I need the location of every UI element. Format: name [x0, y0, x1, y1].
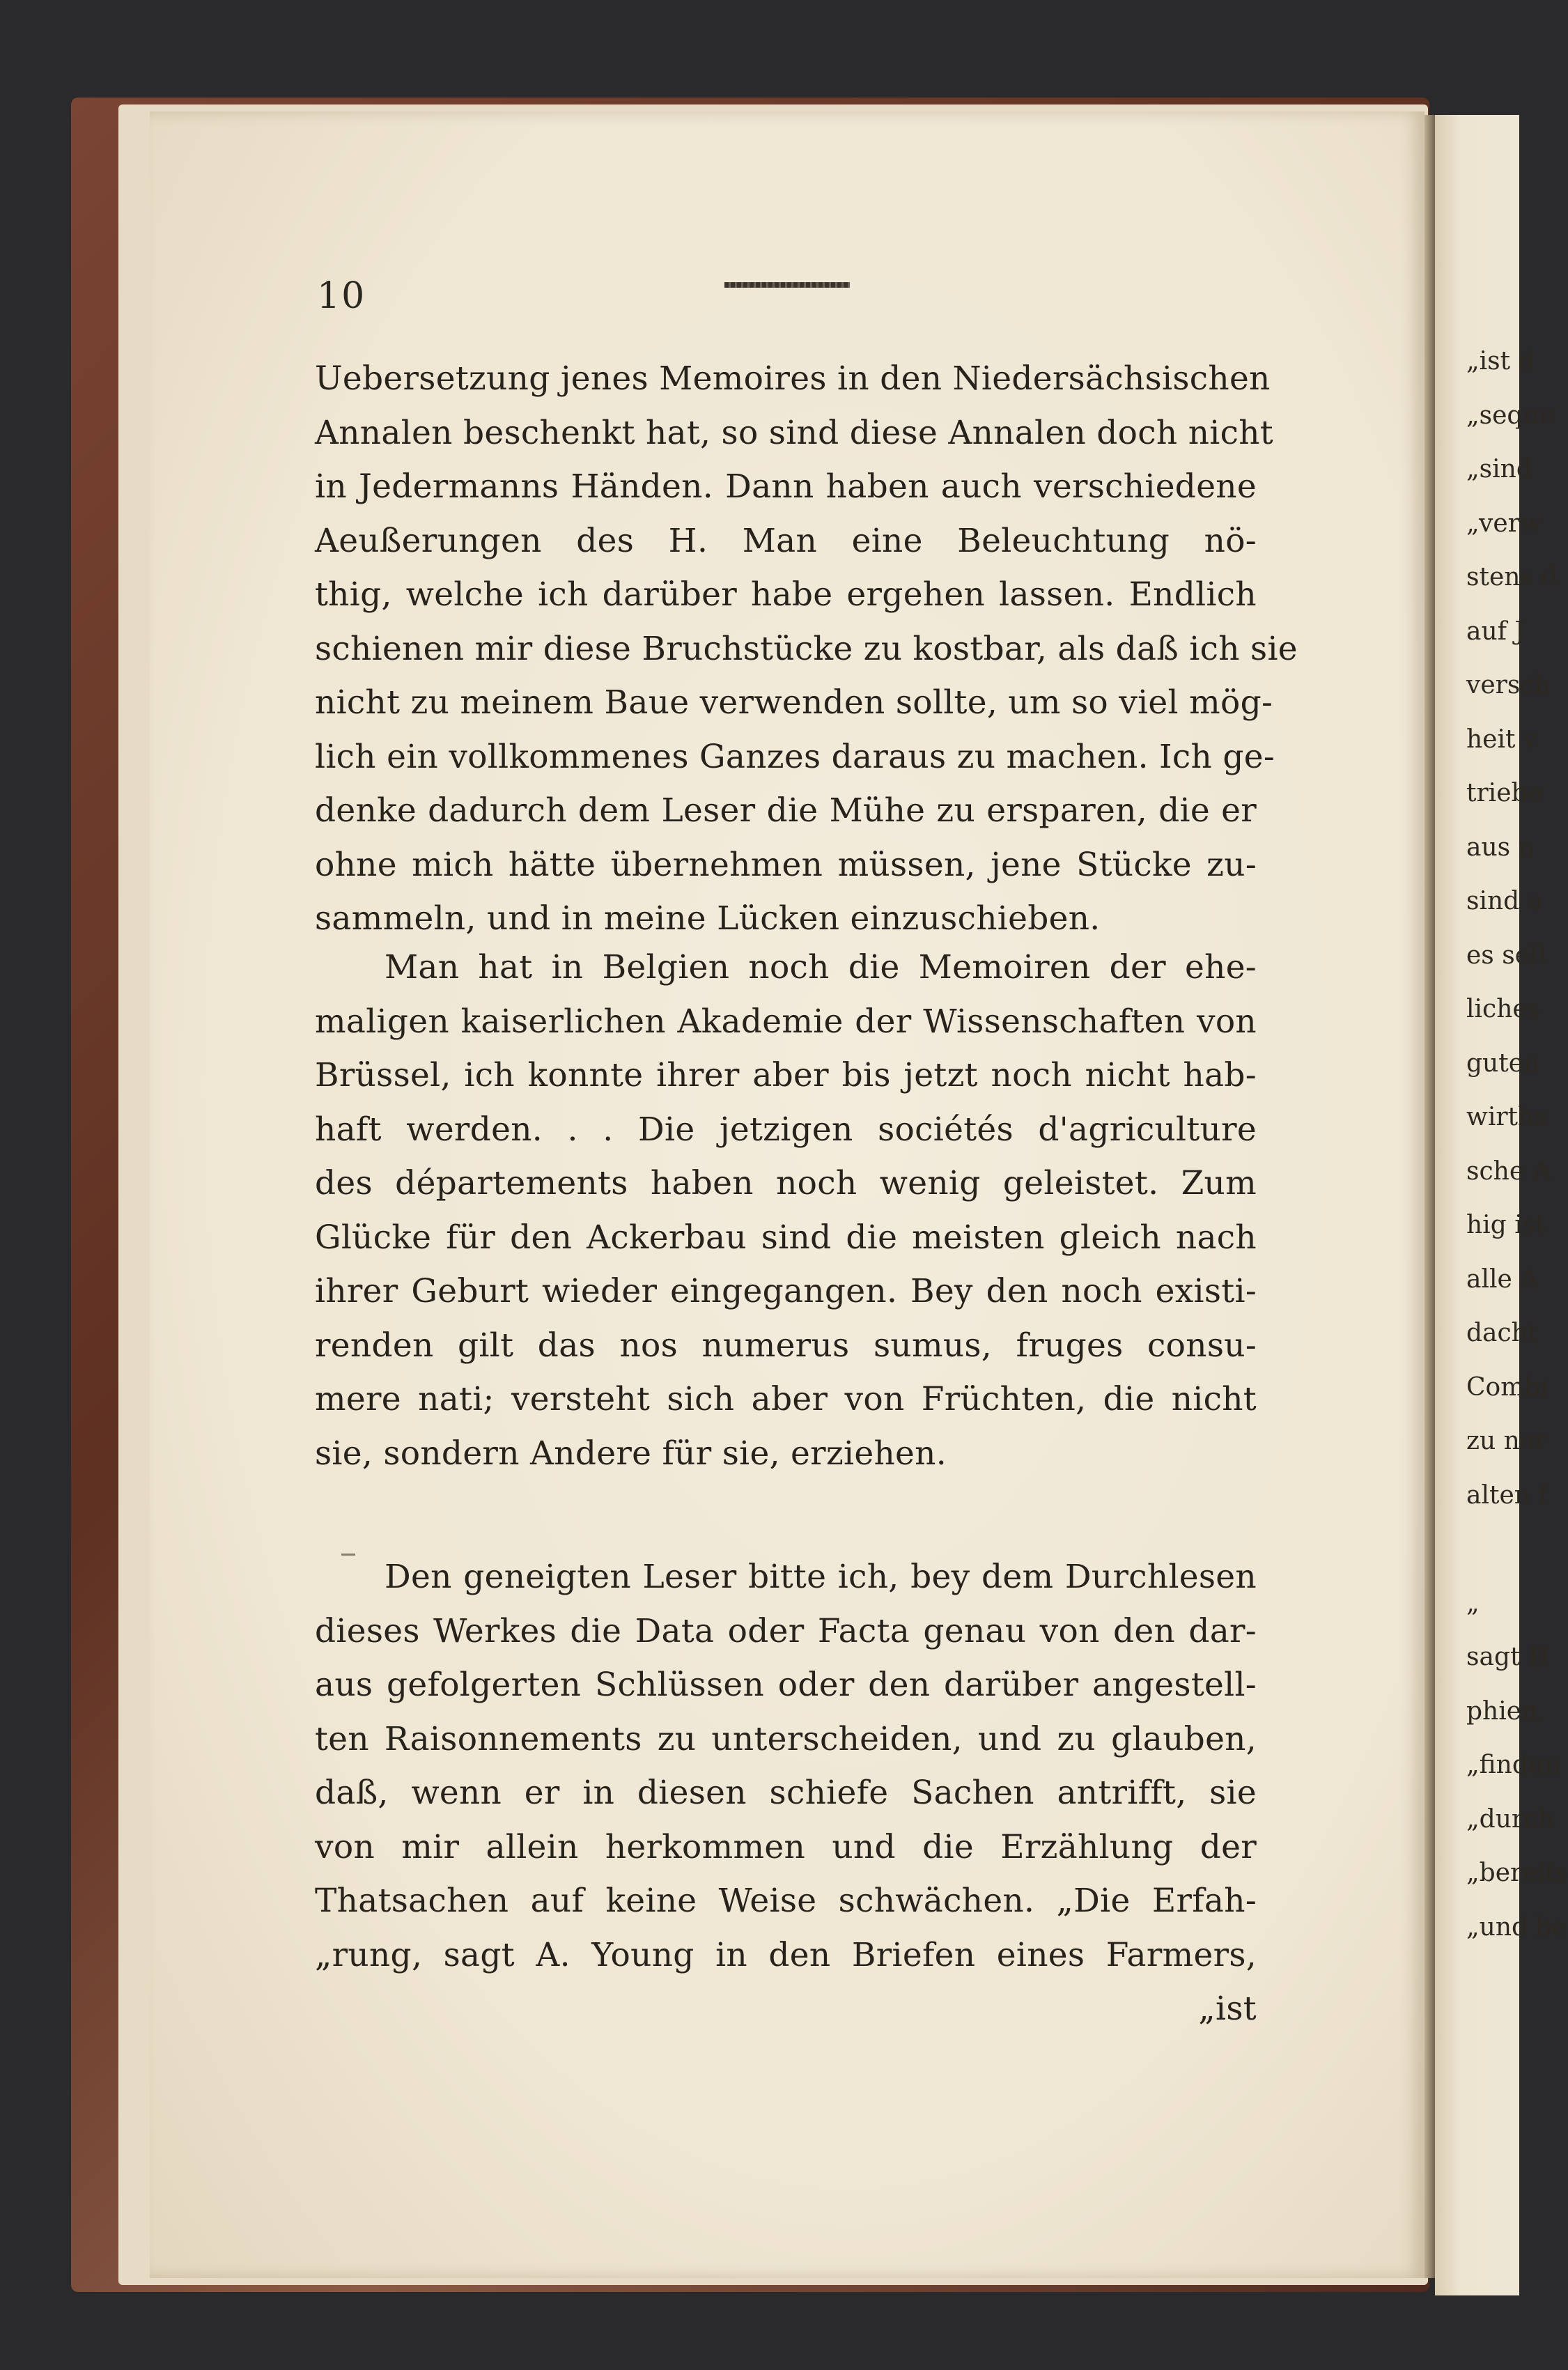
text-line: maligen kaiserlichen Akademie der Wissenschaften von — [315, 1002, 1257, 1041]
fragment-line: „ist d — [1466, 347, 1535, 375]
fragment-line: „ — [1466, 1588, 1480, 1618]
fragment-line: „durch — [1466, 1804, 1554, 1834]
text-line: ohne mich hätte übernehmen müssen, jene Stücke zu- — [315, 845, 1257, 884]
paragraph-1 — [315, 352, 1298, 946]
text-line: in Jedermanns Händen. Dann haben auch verschiedene — [315, 467, 1257, 506]
fragment-line: „bereits — [1466, 1859, 1568, 1887]
catchword: „ist — [1198, 1990, 1257, 2028]
fragment-line: „sind — [1466, 455, 1532, 483]
text-line: von mir allein herkommen und die Erzählung der — [315, 1827, 1257, 1866]
fragment-line — [1466, 1522, 1519, 1577]
text-line: schienen mir diese Bruchstücke zu kostbar, als daß ich sie — [315, 629, 1298, 668]
fragment-line: sche A — [1466, 1156, 1551, 1186]
fragment-line: liches — [1466, 995, 1541, 1023]
text-line: denke dadurch dem Leser die Mühe zu ersparen, die er — [315, 791, 1257, 830]
text-line: ten Raisonnements zu unterscheiden, und zu glauben, — [315, 1719, 1257, 1758]
text-line: Man hat in Belgien noch die Memoiren der ehe- — [385, 948, 1257, 986]
facing-page-text — [1466, 334, 1568, 1954]
fragment-line: alle A — [1466, 1264, 1539, 1294]
paragraph-3 — [315, 1550, 1257, 2036]
fragment-line: alten f — [1466, 1480, 1548, 1510]
paragraph-2 — [315, 940, 1257, 1480]
text-line: sammeln, und in meine Lücken einzuschieben. — [315, 899, 1101, 938]
text-line: Annalen beschenkt hat, so sind diese Annalen doch nicht — [315, 413, 1273, 452]
text-line: Den geneigten Leser bitte ich, bey dem Durchlesen — [385, 1558, 1257, 1596]
fragment-line: heit v — [1466, 725, 1538, 754]
fragment-line: „und be — [1466, 1912, 1567, 1942]
fragment-line: phien, — [1466, 1696, 1546, 1726]
text-line: Thatsachen auf keine Weise schwächen. „Die Erfah- — [315, 1882, 1257, 1920]
text-line: Glücke für den Ackerbau sind die meisten gleich nach — [315, 1218, 1257, 1257]
fragment-line: stens d — [1466, 563, 1558, 591]
fragment-line: aus n — [1466, 832, 1535, 862]
text-line: sie, sondern Andere für sie, erziehen. — [315, 1434, 947, 1473]
fragment-line: hig ist — [1466, 1211, 1546, 1239]
fragment-line: dacht — [1466, 1319, 1538, 1347]
fragment-line: es sell — [1466, 940, 1546, 970]
fragment-line: „findun — [1466, 1751, 1561, 1779]
text-line: daß, wenn er in diesen schiefe Sachen antrifft, sie — [315, 1774, 1257, 1812]
fragment-line: „verw — [1466, 509, 1542, 538]
fragment-line: versch — [1466, 671, 1551, 699]
fragment-line: auf J — [1466, 617, 1525, 646]
fragment-line: guten — [1466, 1048, 1540, 1078]
fragment-line: sagt H — [1466, 1643, 1551, 1671]
text-line: nicht zu meinem Baue verwenden sollte, um so viel mög- — [315, 683, 1273, 722]
text-line: Uebersetzung jenes Memoires in den Niedersächsischen — [315, 359, 1271, 398]
fragment-line: Combi — [1466, 1372, 1548, 1402]
text-line: lich ein vollkommenes Ganzes daraus zu machen. Ich ge- — [315, 737, 1275, 776]
fragment-line: sind o — [1466, 887, 1543, 915]
book-gutter — [1425, 115, 1436, 2278]
text-line: dieses Werkes die Data oder Facta genau von den dar- — [315, 1611, 1257, 1650]
text-line: renden gilt das nos numerus sumus, fruges consu- — [315, 1326, 1257, 1365]
text-line: Brüssel, ich konnte ihrer aber bis jetzt noch nicht hab- — [315, 1056, 1257, 1094]
text-line: „rung, sagt A. Young in den Briefen eines Farmers, — [315, 1935, 1257, 1974]
text-line: ihrer Geburt wieder eingegangen. Bey den noch existi- — [315, 1272, 1257, 1310]
text-line: thig, welche ich darüber habe ergehen lassen. Endlich — [315, 575, 1257, 614]
text-line: Aeußerungen des H. Man eine Beleuchtung nö- — [315, 521, 1257, 560]
page-number: 10 — [317, 275, 366, 317]
fragment-line: „seque — [1466, 401, 1554, 430]
header-ornament — [724, 282, 850, 288]
fragment-line: zu ner — [1466, 1427, 1547, 1455]
fragment-line: triebe — [1466, 779, 1542, 807]
text-line: aus gefolgerten Schlüssen oder den darüber angestell- — [315, 1666, 1257, 1704]
text-line: mere nati; versteht sich aber von Früchten, die nicht — [315, 1380, 1257, 1418]
fragment-line: wirths — [1466, 1103, 1547, 1131]
text-line: haft werden. . . Die jetzigen sociétés d'agriculture — [315, 1110, 1257, 1149]
text-line: des départements haben noch wenig geleistet. Zum — [315, 1164, 1257, 1202]
